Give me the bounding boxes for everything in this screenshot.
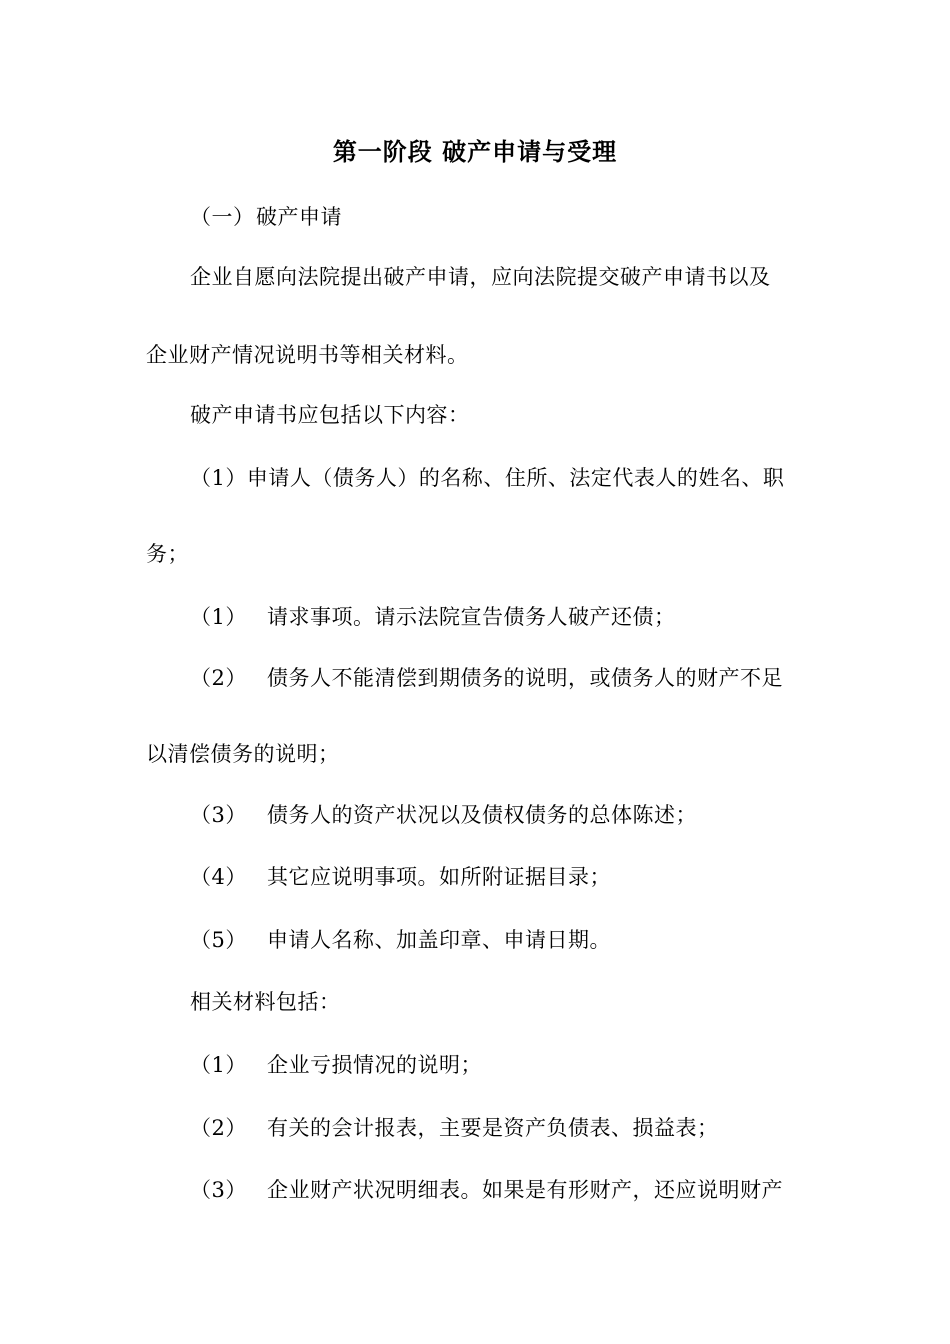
list-item-text: 请求事项。请示法院宣告债务人破产还债； bbox=[267, 605, 676, 629]
list-item-number: （2） bbox=[190, 666, 247, 690]
list-item-text: 债务人的资产状况以及债权债务的总体陈述； bbox=[267, 803, 697, 827]
list-item bbox=[190, 1114, 719, 1142]
list-item-text: 其它应说明事项。如所附证据目录； bbox=[267, 865, 611, 889]
list-item-text: 企业亏损情况的说明； bbox=[267, 1053, 482, 1077]
list-item bbox=[190, 603, 676, 631]
paragraph-1-line-1: 企业自愿向法院提出破产申请，应向法院提交破产申请书以及 bbox=[190, 265, 771, 289]
list-item-continuation: 以清偿债务的说明； bbox=[146, 742, 340, 766]
list-item-text: 申请人名称、加盖印章、申请日期。 bbox=[267, 928, 611, 952]
list-item-text: 企业财产状况明细表。如果是有形财产，还应说明财产 bbox=[267, 1178, 783, 1202]
list-item-text: 有关的会计报表，主要是资产负债表、损益表； bbox=[267, 1116, 719, 1140]
list-item-number: （4） bbox=[190, 865, 247, 889]
list-item-number: （1） bbox=[190, 1053, 247, 1077]
section-heading bbox=[190, 203, 342, 231]
list-item-number: （2） bbox=[190, 1116, 247, 1140]
list-item bbox=[190, 926, 611, 954]
list-item bbox=[190, 1176, 783, 1204]
paragraph-2: 破产申请书应包括以下内容： bbox=[190, 403, 470, 427]
list-item-text: 债务人不能清偿到期债务的说明，或债务人的财产不足 bbox=[267, 666, 783, 690]
list-item bbox=[190, 801, 697, 829]
section-number: （一） bbox=[190, 205, 255, 229]
list-item bbox=[190, 863, 611, 891]
paragraph-3-line-1: （1）申请人（债务人）的名称、住所、法定代表人的姓名、职 bbox=[190, 466, 785, 490]
section-heading-text: 破产申请 bbox=[256, 205, 342, 229]
paragraph-3-line-2: 务； bbox=[146, 542, 189, 566]
materials-heading: 相关材料包括： bbox=[190, 990, 341, 1014]
list-item-number: （5） bbox=[190, 928, 247, 952]
list-item bbox=[190, 1051, 482, 1079]
list-item-number: （1） bbox=[190, 605, 247, 629]
page-title: 第一阶段 破产申请与受理 bbox=[332, 137, 618, 166]
list-item-number: （3） bbox=[190, 803, 247, 827]
paragraph-1-line-2: 企业财产情况说明书等相关材料。 bbox=[146, 343, 469, 367]
list-item bbox=[190, 664, 783, 692]
list-item-number: （3） bbox=[190, 1178, 247, 1202]
